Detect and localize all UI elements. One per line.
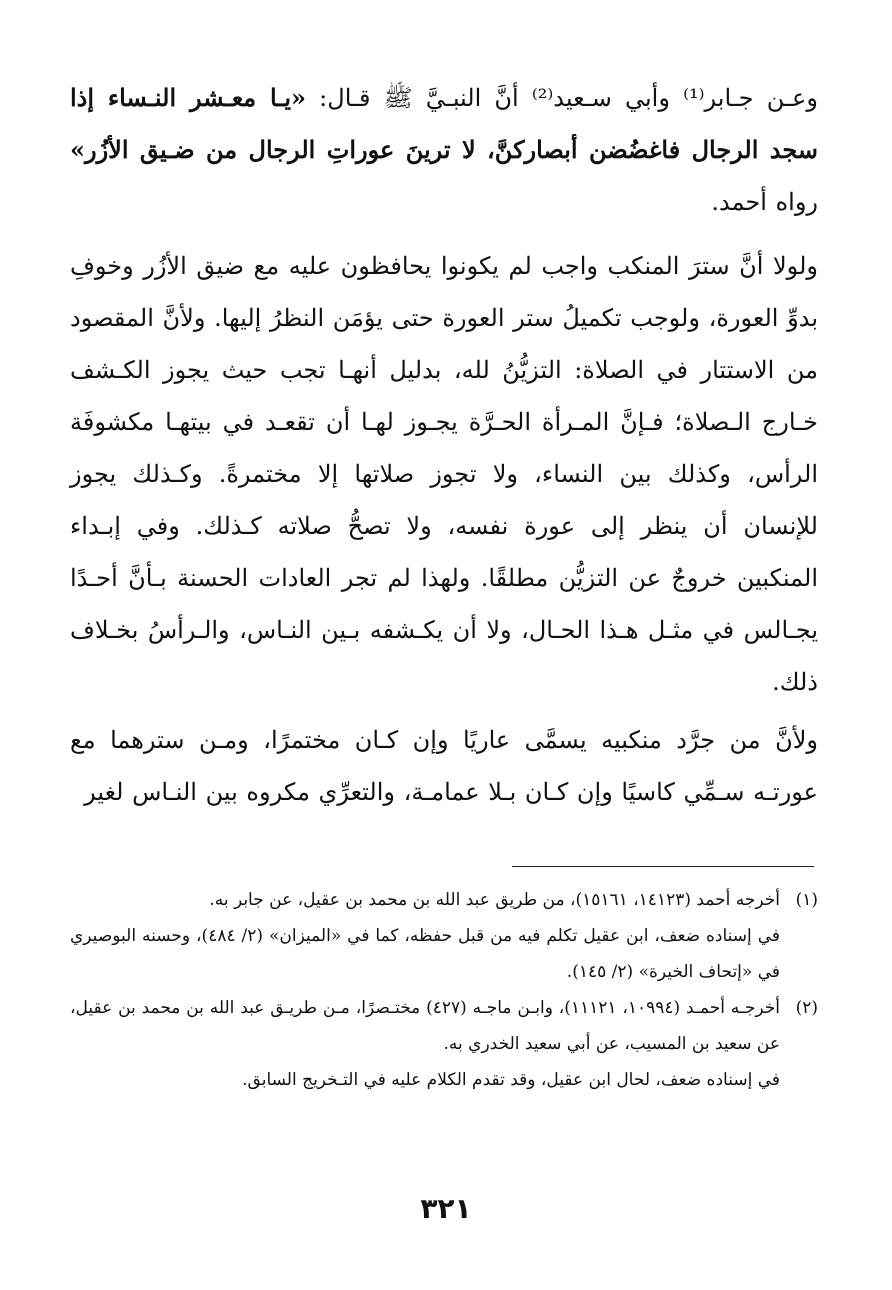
footnotes-section: [70, 882, 818, 1098]
footnote-2: [70, 990, 818, 1098]
paragraph-intro: وعـن جـابر: [704, 84, 818, 112]
footnote-text: في إسناده ضعف، ابن عقيل تكلم فيه من قبل حفظه، كما في «الميزان» (٢/ ٤٨٤)، وحسنه البوصيري في «إتحاف الخيرة» (٢/ ١٤٥).: [70, 926, 780, 982]
footnote-text: أخرجـه أحمـد (١٠٩٩٤، ١١١٢١)، وابـن ماجـه (٤٢٧) مختـصرًا، مـن طريـق عبد الله بن محمد بن عقيل، عن سعيد بن المسيب، عن أبي سعيد الخدري به.: [70, 998, 781, 1054]
paragraph-before-quote: أنَّ النبـيَّ ﷺ قـال:: [306, 84, 532, 112]
page-number: ٣٢١: [420, 1192, 472, 1225]
footnote-ref-1: ⁽¹⁾: [683, 84, 705, 112]
footnote-body: [70, 990, 780, 1098]
footnote-body: [70, 882, 780, 990]
paragraph-after-quote: رواه أحمد.: [711, 188, 818, 216]
hadith-quote: «يـا معـشر النـساء إذا سجد الرجال فاغضُضن أبصاركنَّ، لا ترينَ عوراتِ الرجال من ضـيق الأزُر»: [70, 83, 819, 164]
footnote-text: أخرجه أحمد (١٤١٢٣، ١٥١٦١)، من طريق عبد الله بن محمد بن عقيل، عن جابر به.: [209, 890, 780, 910]
footnote-ref-2: ⁽²⁾: [531, 84, 554, 112]
paragraph-mid: وأبي سـعيد: [553, 84, 684, 112]
footnote-separator: [512, 866, 814, 867]
paragraph-continuation: ولأنَّ من جرَّد منكبيه يسمَّى عاريًا وإن كـان مختمرًا، ومـن سترهما مع عورتـه سـمِّي كاسيًا وإن كـان بـلا عمامـة، والتعرِّي مكروه بين النـاس لغير: [70, 726, 818, 806]
paragraph-hadith: [70, 72, 818, 228]
footnote-number: (١): [795, 890, 818, 910]
footnote-text: في إسناده ضعف، لحال ابن عقيل، وقد تقدم الكلام عليه في التـخريج السابق.: [242, 1070, 780, 1090]
footnote-1: [70, 882, 818, 990]
footnote-number: (٢): [795, 998, 818, 1018]
paragraph-argument: ولولا أنَّ سترَ المنكب واجب لم يكونوا يحافظون عليه مع ضيق الأزُر وخوفِ بدوِّ العورة، ولوجب تكميلُ ستر العورة حتى يؤمَن النظرُ إليها. ولأنَّ المقصود من الاستتار في الصلاة: التزيُّنُ لله، بدليل أنهـا تجب حيث يجوز الكـشف خـارج الـصلاة؛ فـإنَّ المـرأة الحـرَّة يجـوز لهـا أن تقعـد في بيتهـا مكشوفَة الرأس، وكذلك بين النساء، ولا تجوز صلاتها إلا مختمرةً. وكـذلك يجوز للإنسان أن ينظر إلى عورة نفسه، ولا تصحُّ صلاته كـذلك. وفي إبـداء المنكبين خروجٌ عن التزيُّن مطلقًا. ولهذا لم تجر العادات الحسنة بـأنَّ أحـدًا يجـالس في مثـل هـذا الحـال، ولا أن يكـشفه بـين النـاس، والـرأسُ بخـلاف ذلك.: [70, 252, 818, 696]
